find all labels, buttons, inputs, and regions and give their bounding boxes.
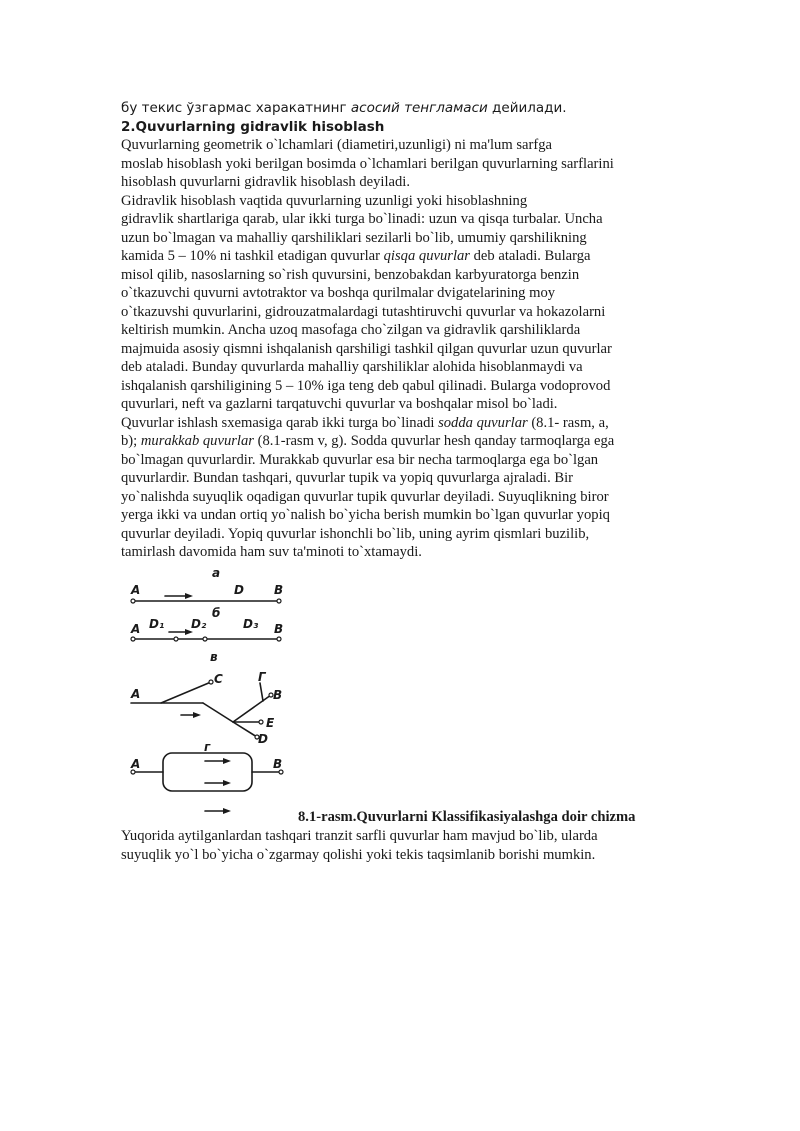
node-dot <box>209 680 213 684</box>
paragraph-line: Quvurlarning geometrik o`lchamlari (diametiri,uzunligi) ni ma'lum sarfga <box>121 137 552 153</box>
text-span: (8.1-rasm v, g). Sodda quvurlar hesh qanday tarmoqlarga ega <box>253 433 615 449</box>
node-dot <box>203 637 207 641</box>
node-dot <box>277 637 281 641</box>
point-b-label: B <box>273 688 283 702</box>
italic-term: sodda quvurlar <box>438 415 528 431</box>
intro-text-end: дейилади. <box>487 100 567 116</box>
intro-text: бу текис ўзгармас харакатнинг <box>121 100 351 116</box>
point-b-label: B <box>273 757 283 771</box>
text-span: Quvurlar ishlash sxemasiga qarab ikki turga bo`linadi <box>121 415 439 431</box>
paragraph-line <box>121 414 609 433</box>
paragraph-line: keltirish mumkin. Ancha uzoq masofaga cho`zilgan va gidravlik qarshiliklarda <box>121 322 581 338</box>
point-d2-label: D₂ <box>191 617 207 631</box>
text-span: kamida 5 – 10% ni tashkil etadigan quvurlar <box>121 248 384 264</box>
paragraph-line: deb ataladi. Bunday quvurlarda mahalliy qarshiliklar alohida hisoblanmaydi va <box>121 359 583 375</box>
intro-italic-term: асосий тенгламаси <box>350 100 488 116</box>
node-dot <box>131 637 135 641</box>
paragraph-line: hisoblash quvurlarni gidravlik hisoblash deyiladi. <box>121 174 410 190</box>
paragraph-line: o`tkazuvchi quvurni avtotraktor va boshqa qurilmalar dvigatelarining moy <box>121 285 556 301</box>
point-d1-label: D₁ <box>149 617 165 631</box>
point-b-label: B <box>274 583 284 597</box>
italic-term: murakkab quvurlar <box>140 433 254 449</box>
paragraph-line: quvurlar deyiladi. Yopiq quvurlar ishonchli bo`lib, uning ayrim qismlari buzilib, <box>121 526 590 542</box>
paragraph-line: Yuqorida aytilganlardan tashqari tranzit sarfli quvurlar ham mavjud bo`lib, ularda <box>121 828 598 844</box>
point-a-label: A <box>131 757 141 771</box>
arrow-head-icon <box>185 593 193 599</box>
arrow-head-icon <box>223 808 231 814</box>
arrow-head-icon <box>223 780 231 786</box>
point-a-label: A <box>131 687 141 701</box>
pipe-g-loop <box>163 753 252 791</box>
figure-label-g: г <box>204 740 211 754</box>
text-span: b); <box>121 433 141 449</box>
pipe-classification-figure <box>121 565 301 820</box>
point-d-label: D <box>234 583 244 597</box>
node-dot <box>174 637 178 641</box>
figure-label-b: б <box>212 606 221 620</box>
section-heading: 2.Quvurlarning gidravlik hisoblash <box>121 119 385 135</box>
figure-label-v: в <box>210 650 218 664</box>
paragraph-line <box>121 432 614 451</box>
figure-caption: 8.1-rasm.Quvurlarni Klassifikasiyalashga doir chizma <box>298 809 636 825</box>
point-e-label: E <box>266 716 275 730</box>
paragraph-line: tamirlash davomida ham suv ta'minoti to`xtamaydi. <box>121 544 422 560</box>
pipe-v-branch-g <box>260 683 263 701</box>
point-c-label: C <box>214 672 223 686</box>
node-dot <box>131 599 135 603</box>
point-b-label: B <box>274 622 284 636</box>
italic-term: qisqa quvurlar <box>383 248 470 264</box>
paragraph-line: quvurlardir. Bundan tashqari, quvurlar tupik va yopiq quvurlarga ajraladi. Bir <box>121 470 574 486</box>
paragraph-line: suyuqlik yo`l bo`yicha o`zgarmay qolishi yoki tekis taqsimlanib borishi mumkin. <box>121 847 596 863</box>
paragraph-line: Gidravlik hisoblash vaqtida quvurlarning uzunligi yoki hisoblashning <box>121 193 528 209</box>
paragraph-line: uzun bo`lmagan va mahalliy qarshiliklari sezilarli bo`lib, umumiy qarshilikning <box>121 230 587 246</box>
point-a-label: A <box>131 622 141 636</box>
point-d3-label: D₃ <box>243 617 259 631</box>
paragraph-line: bo`lmagan quvurlardir. Murakkab quvurlar esa bir necha tarmoqlarga ega bo`lgan <box>121 452 599 468</box>
paragraph-line: misol qilib, nasoslarning so`rish quvursini, benzobakdan karbyuratorga benzin <box>121 267 580 283</box>
point-a-label: A <box>131 583 141 597</box>
node-dot <box>259 720 263 724</box>
pipe-v-segment <box>203 703 233 722</box>
pipe-v-branch-c <box>161 682 211 703</box>
paragraph-line: gidravlik shartlariga qarab, ular ikki turga bo`linadi: uzun va qisqa turbalar. Uncha <box>121 211 603 227</box>
arrow-head-icon <box>193 712 201 718</box>
figure-label-a: a <box>212 566 221 580</box>
paragraph-line: moslab hisoblash yoki berilgan bosimda o`lchamlari berilgan quvurlarning sarflarini <box>121 156 614 172</box>
text-span: deb ataladi. Bularga <box>469 248 591 264</box>
paragraph-line: o`tkazuvshi quvurlarini, gidrouzatmalardagi tutashtiruvchi quvurlar va hokazolarni <box>121 304 606 320</box>
paragraph-line: quvurlari, neft va gazlarni tarqatuvchi quvurlar va boshqalar misol bo`ladi. <box>121 396 558 412</box>
point-d-label: D <box>258 732 268 746</box>
paragraph-line: ishqalanish qarshiligining 5 – 10% iga teng deb qabul qilinadi. Bularga vodoprovod <box>121 378 611 394</box>
pipe-v-branch-d <box>233 722 257 737</box>
point-g-label: Г <box>258 670 266 684</box>
paragraph-line: yerga ikki va undan ortiq yo`nalish bo`yicha berish mumkin bo`lgan quvurlar yopiq <box>121 507 610 523</box>
paragraph-line <box>121 247 590 266</box>
text-span: (8.1- rasm, a, <box>527 415 609 431</box>
intro-line <box>121 99 567 118</box>
arrow-head-icon <box>223 758 231 764</box>
paragraph-line: yo`nalishda suyuqlik oqadigan quvurlar tupik quvurlar deyiladi. Suyuqlikning biror <box>121 489 609 505</box>
paragraph-line: majmuida asosiy qismni ishqalanish qarshiligi tashkil qilgan quvurlar uzun quvurlar <box>121 341 612 357</box>
node-dot <box>277 599 281 603</box>
